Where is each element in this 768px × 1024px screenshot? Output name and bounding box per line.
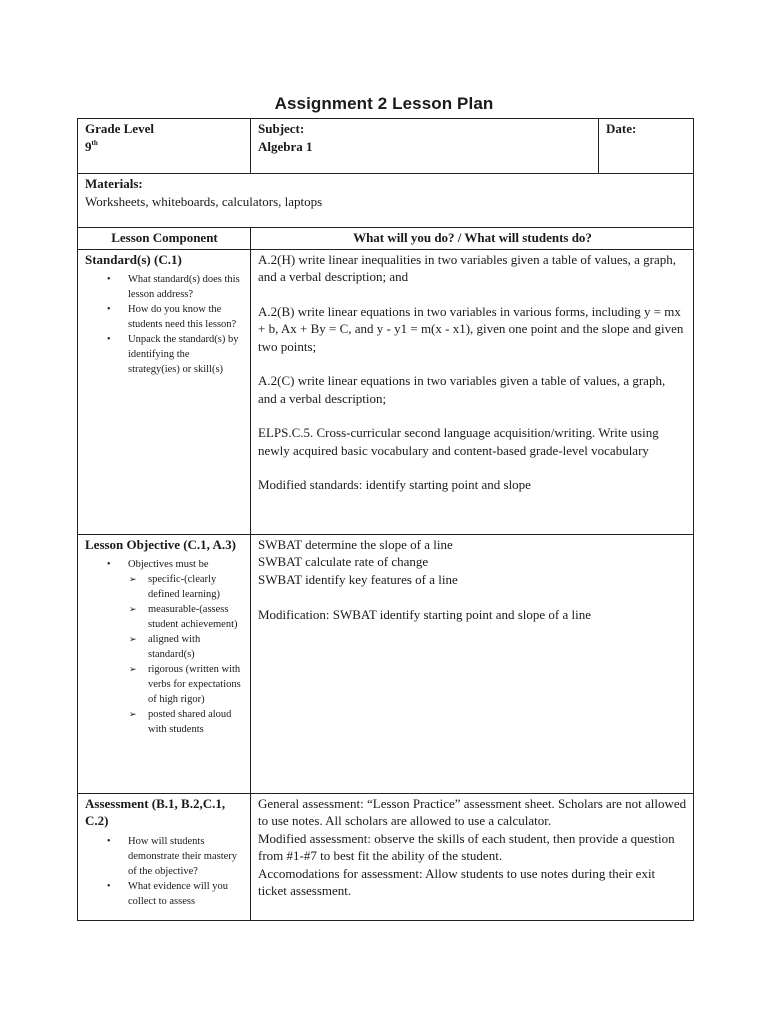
- column-header-row: [78, 228, 694, 250]
- grade-label: Grade Level: [85, 121, 154, 136]
- materials-label: Materials:: [85, 176, 143, 191]
- objective-sub-bullet: ➢ aligned with standard(s): [148, 632, 244, 662]
- objective-line: SWBAT calculate rate of change: [258, 554, 429, 569]
- assessment-content-cell: [251, 793, 694, 920]
- subject-value: Algebra 1: [258, 138, 313, 154]
- objective-line: SWBAT determine the slope of a line: [258, 536, 453, 552]
- column-header-component: Lesson Component: [78, 228, 251, 250]
- standard-paragraph: A.2(B) write linear equations in two variables in various forms, including y = mx + b, Ax + By = C, and y - y1 = m(x - x1), given one point and the slope and given two points;: [258, 303, 684, 354]
- assessment-accommodations: Accomodations for assessment: Allow students to use notes during their exit ticket assessment.: [258, 865, 656, 898]
- objective-sub-list: [128, 572, 244, 737]
- objective-bullet-list: [85, 557, 244, 737]
- subject-label: Subject:: [258, 121, 305, 136]
- assessment-general: General assessment: “Lesson Practice” assessment sheet. Scholars are not allowed to use notes. All scholars are allowed to use a calculator.: [258, 795, 687, 828]
- assessment-heading: Assessment (B.1, B.2,C.1, C.2): [85, 795, 226, 828]
- standard-paragraph: Modified standards: identify starting point and slope: [258, 477, 531, 492]
- column-header-actions: What will you do? / What will students do?: [251, 228, 694, 250]
- standards-bullet: • How do you know the students need this lesson?: [128, 302, 244, 332]
- materials-row: [78, 174, 694, 228]
- assessment-bullet: • How will students demonstrate their mastery of the objective?: [128, 834, 244, 879]
- standards-content-cell: [251, 249, 694, 534]
- standards-row: [78, 249, 694, 534]
- standards-bullet-list: [85, 272, 244, 377]
- objective-sub-bullet: ➢ rigorous (written with verbs for expectations of high rigor): [148, 662, 244, 707]
- grade-superscript: th: [91, 138, 98, 147]
- assessment-row: [78, 793, 694, 920]
- objective-bullet: • Objectives must be ➢ specific-(clearly defined learning) ➢ measurable-(assess student achievement) ➢ aligned with standard(s) ➢ rigorous (written with verbs for expectations of high rigor) ➢ posted shared aloud with students: [128, 557, 244, 737]
- objective-sub-bullet: ➢ posted shared aloud with students: [148, 707, 244, 737]
- page-title: Assignment 2 Lesson Plan: [274, 94, 494, 113]
- objective-row: [78, 534, 694, 793]
- assessment-component-cell: [78, 793, 251, 920]
- standards-bullet: • What standard(s) does this lesson address?: [128, 272, 244, 302]
- grade-cell: [78, 119, 251, 174]
- lesson-plan-table: [77, 118, 694, 921]
- subject-cell: [251, 119, 599, 174]
- objective-heading: Lesson Objective (C.1, A.3): [85, 536, 236, 552]
- assessment-bullet: • What evidence will you collect to assess: [128, 879, 244, 909]
- objective-modification: Modification: SWBAT identify starting point and slope of a line: [258, 607, 592, 622]
- objective-component-cell: [78, 534, 251, 793]
- standard-paragraph: A.2(C) write linear equations in two variables given a table of values, a graph, and a verbal description;: [258, 373, 666, 406]
- date-label: Date:: [606, 121, 637, 136]
- assessment-modified: Modified assessment: observe the skills of each student, then provide a question from #1-#7 to best fit the ability of the student.: [258, 830, 675, 863]
- objective-line: SWBAT identify key features of a line: [258, 571, 458, 587]
- materials-cell: [78, 174, 694, 228]
- header-row: [78, 119, 694, 174]
- objective-sub-bullet: ➢ specific-(clearly defined learning): [148, 572, 244, 602]
- objective-sub-bullet: ➢ measurable-(assess student achievement): [148, 602, 244, 632]
- date-cell: [599, 119, 694, 174]
- standard-paragraph: ELPS.C.5. Cross-curricular second language acquisition/writing. Write using newly acquired basic vocabulary and content-based grade-level vocabulary: [258, 425, 659, 458]
- standard-paragraph: A.2(H) write linear inequalities in two variables given a table of values, a graph, and a verbal description; and: [258, 251, 677, 284]
- objective-content-cell: [251, 534, 694, 793]
- materials-value: Worksheets, whiteboards, calculators, laptops: [85, 193, 323, 209]
- standards-bullet: • Unpack the standard(s) by identifying the strategy(ies) or skill(s): [128, 332, 244, 377]
- standards-component-cell: [78, 249, 251, 534]
- grade-value: 9th: [85, 138, 98, 154]
- standards-heading: Standard(s) (C.1): [85, 251, 182, 267]
- assessment-bullet-list: [85, 834, 244, 909]
